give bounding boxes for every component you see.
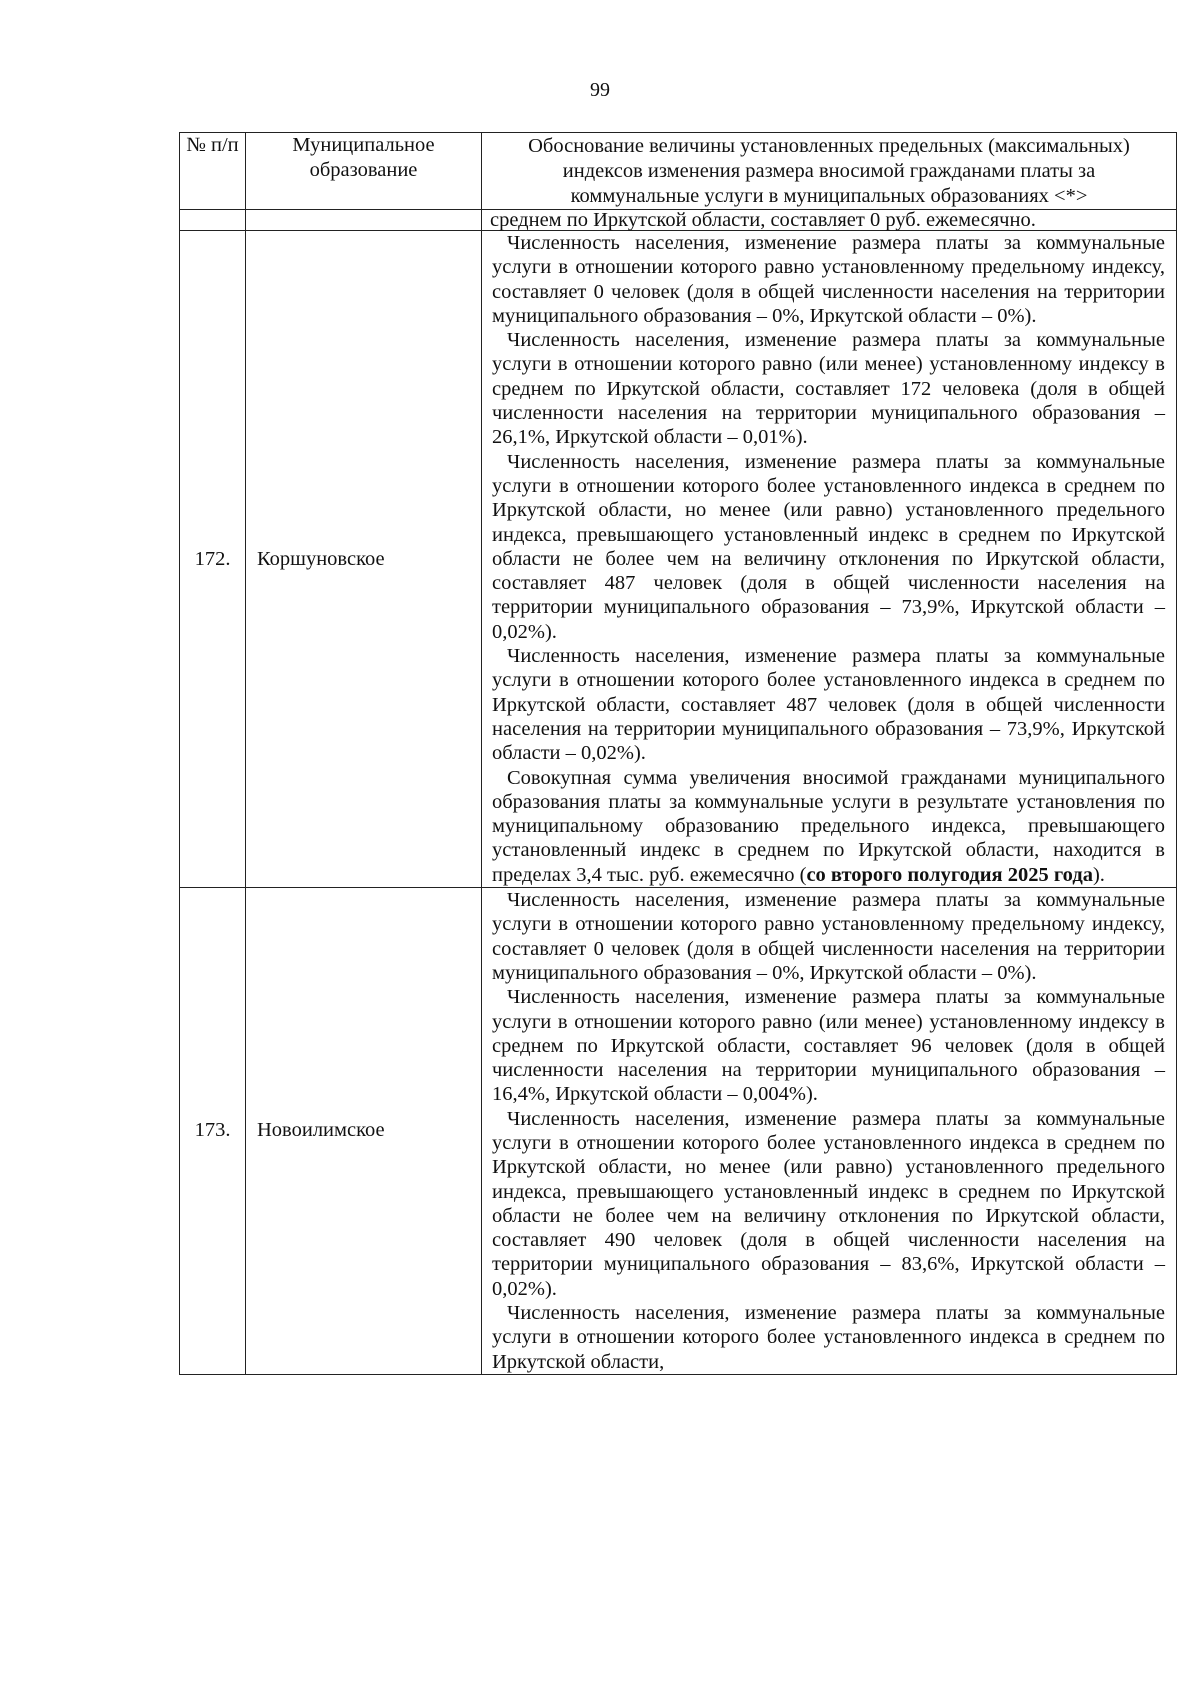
table-row xyxy=(180,888,1177,1375)
summary-period-bold: со второго полугодия 2025 года xyxy=(806,863,1093,886)
continuation-number-cell xyxy=(180,210,246,231)
justification-paragraph: Численность населения, изменение размера платы за коммунальные услуги в отношении которого более установленного индекса в среднем по Иркутской области, xyxy=(492,1302,1165,1373)
header-municipality: Муниципальное образование xyxy=(246,133,482,210)
table-row xyxy=(180,231,1177,888)
justification-paragraph: Численность населения, изменение размера платы за коммунальные услуги в отношении которого более установленного индекса в среднем по Иркутской области, но менее (или равно) установленного предельного индекса, превышающего установленный индекс в среднем по Иркутской области не более чем на величину отклонения по Иркутской области, составляет 490 человек (доля в общей численности населения на территории муниципального образования – 83,6%, Иркутской области – 0,02%). xyxy=(492,1107,1165,1300)
justification-paragraph: Численность населения, изменение размера платы за коммунальные услуги в отношении которого равно установленному предельному индексу, составляет 0 человек (доля в общей численности населения на территории муниципального образования – 0%, Иркутской области – 0%). xyxy=(492,889,1165,984)
summary-text: Совокупная сумма увеличения вносимой гражданами муниципального образования платы за коммунальные услуги в результате установления по муниципальному образованию предельного индекса, превышающего установленный индекс в среднем по Иркутской области, находится в пределах 3,4 тыс. руб. ежемесячно ( xyxy=(492,766,1165,886)
justification-paragraph: Численность населения, изменение размера платы за коммунальные услуги в отношении которого равно (или менее) установленному индексу в среднем по Иркутской области, составляет 172 человека (доля в общей численности населения на территории муниципального образования – 26,1%, Иркутской области – 0,01%). xyxy=(492,329,1165,449)
row-justification xyxy=(482,888,1177,1375)
justification-table xyxy=(179,132,1177,1375)
justification-paragraph: Численность населения, изменение размера платы за коммунальные услуги в отношении которого равно (или менее) установленному индексу в среднем по Иркутской области, составляет 96 человек (доля в общей численности населения на территории муниципального образования – 16,4%, Иркутской области – 0,004%). xyxy=(492,986,1165,1106)
row-justification xyxy=(482,231,1177,888)
continuation-municipality-cell xyxy=(246,210,482,231)
table-header-row xyxy=(180,133,1177,210)
justification-paragraph: Численность населения, изменение размера платы за коммунальные услуги в отношении которого более установленного индекса в среднем по Иркутской области, но менее (или равно) установленного предельного индекса, превышающего установленный индекс в среднем по Иркутской области не более чем на величину отклонения по Иркутской области, составляет 487 человек (доля в общей численности населения на территории муниципального образования – 73,9%, Иркутской области – 0,02%). xyxy=(492,450,1165,643)
header-number: № п/п xyxy=(180,133,246,210)
justification-paragraph: Численность населения, изменение размера платы за коммунальные услуги в отношении которого равно установленному предельному индексу, составляет 0 человек (доля в общей численности населения на территории муниципального образования – 0%, Иркутской области – 0%). xyxy=(492,232,1165,327)
header-justification: Обоснование величины установленных предельных (максимальных) индексов изменения размера вносимой гражданами платы за коммунальные услуги в муниципальных образованиях <*> xyxy=(482,133,1177,210)
summary-text-end: ). xyxy=(1092,863,1105,886)
row-municipality: Новоилимское xyxy=(246,888,482,1375)
table-row-continuation xyxy=(180,210,1177,231)
continuation-text: среднем по Иркутской области, составляет 0 руб. ежемесячно. xyxy=(482,210,1177,231)
row-number: 172. xyxy=(180,231,246,888)
justification-paragraph: Численность населения, изменение размера платы за коммунальные услуги в отношении которого более установленного индекса в среднем по Иркутской области, составляет 487 человек (доля в общей численности населения на территории муниципального образования – 73,9%, Иркутской области – 0,02%). xyxy=(492,645,1165,765)
summary-paragraph xyxy=(492,766,1165,887)
row-municipality: Коршуновское xyxy=(246,231,482,888)
page-number: 99 xyxy=(590,79,610,101)
row-number: 173. xyxy=(180,888,246,1375)
